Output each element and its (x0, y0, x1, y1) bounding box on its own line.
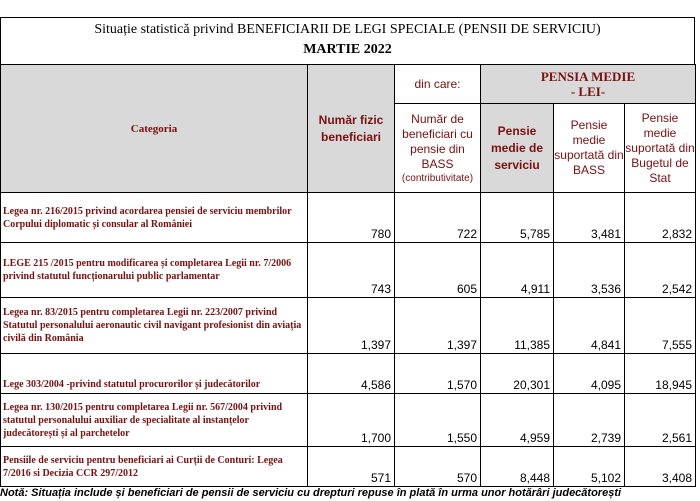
header-row-1 (1, 65, 696, 97)
row-numar-bass: 1,550 (395, 394, 481, 447)
row-pensie-bass: 3,536 (554, 243, 625, 298)
row-pensie-buget: 3,408 (625, 447, 696, 487)
report-period: MARTIE 2022 (303, 42, 392, 57)
row-numar-bass: 1,570 (395, 354, 481, 394)
row-pensie-serviciu: 5,785 (481, 193, 554, 243)
report-title: Situație statistică privind BENEFICIARII DE LEGI SPECIALE (PENSII DE SERVICIU) (94, 22, 601, 37)
header-numar-bass-sub: (contributivitate) (401, 172, 474, 184)
row-pensie-buget: 2,542 (625, 243, 696, 298)
row-categoria: LEGE 215 /2015 pentru modificarea și completarea Legii nr. 7/2006 privind statutul funcționarului public parlamentar (1, 243, 308, 298)
row-categoria: Lege 303/2004 -privind statutul procurorilor și judecătorilor (1, 354, 308, 394)
header-din-care: din care: (395, 65, 481, 104)
table-row (1, 243, 696, 298)
row-pensie-bass: 5,102 (554, 447, 625, 487)
row-numar-bass: 605 (395, 243, 481, 298)
header-numar-bass-label: Număr de beneficiari cu pensie din BASS (402, 111, 473, 171)
row-pensie-buget: 18,945 (625, 354, 696, 394)
row-numar-fizic: 1,397 (308, 298, 395, 354)
row-numar-fizic: 4,586 (308, 354, 395, 394)
row-pensie-buget: 2,832 (625, 193, 696, 243)
table-row (1, 394, 696, 447)
header-pensia-medie-label: PENSIA MEDIE (540, 69, 636, 84)
row-numar-fizic: 780 (308, 193, 395, 243)
table-row (1, 193, 696, 243)
row-pensie-bass: 3,481 (554, 193, 625, 243)
footnote: Notă: Situația include și beneficiari de pensii de serviciu cu drepturi repuse în plată în urma unor hotărâri judecătorești (0, 487, 622, 499)
row-numar-fizic: 571 (308, 447, 395, 487)
row-pensie-bass: 4,095 (554, 354, 625, 394)
row-numar-bass: 570 (395, 447, 481, 487)
row-pensie-bass: 4,841 (554, 298, 625, 354)
row-categoria: Legea nr. 130/2015 pentru completarea Legii nr. 567/2004 privind statutul personalului auxiliar de specialitate al instanțelor judecătorești și al parchetelor (1, 394, 308, 447)
table-row (1, 298, 696, 354)
row-pensie-serviciu: 20,301 (481, 354, 554, 394)
header-numar-bass (395, 104, 481, 193)
row-pensie-buget: 7,555 (625, 298, 696, 354)
row-categoria: Legea nr. 83/2015 pentru completarea Legii nr. 223/2007 privind Statutul personalului aeronautic civil navigant profesionist din aviația civilă din România (1, 298, 308, 354)
row-pensie-serviciu: 11,385 (481, 298, 554, 354)
row-pensie-bass: 2,739 (554, 394, 625, 447)
header-pensie-medie-bass: Pensie medie suportată din BASS (554, 104, 625, 193)
row-categoria: Legea nr. 216/2015 privind acordarea pensiei de serviciu membrilor Corpului diplomatic și consular al României (1, 193, 308, 243)
row-pensie-serviciu: 4,959 (481, 394, 554, 447)
table-row (1, 447, 696, 487)
row-categoria: Pensiile de serviciu pentru beneficiari ai Curții de Conturi: Legea 7/2016 si Decizia CCR 297/2012 (1, 447, 308, 487)
row-numar-bass: 722 (395, 193, 481, 243)
header-categoria: Categoria (1, 65, 308, 193)
header-pensia-medie (481, 65, 696, 104)
row-pensie-serviciu: 4,911 (481, 243, 554, 298)
table-row (1, 354, 696, 394)
header-pensie-medie-serviciu: Pensie medie de serviciu (481, 104, 554, 193)
row-pensie-buget: 2,561 (625, 394, 696, 447)
row-numar-fizic: 1,700 (308, 394, 395, 447)
row-pensie-serviciu: 8,448 (481, 447, 554, 487)
report-title-block (0, 17, 695, 64)
header-numar-fizic: Număr fizic beneficiari (308, 65, 395, 193)
header-pensie-medie-buget: Pensie medie suportată din Bugetul de Stat (625, 104, 696, 193)
row-numar-fizic: 743 (308, 243, 395, 298)
statistics-table (0, 64, 696, 487)
header-pensia-medie-unit: - LEI- (570, 84, 606, 99)
row-numar-bass: 1,397 (395, 298, 481, 354)
